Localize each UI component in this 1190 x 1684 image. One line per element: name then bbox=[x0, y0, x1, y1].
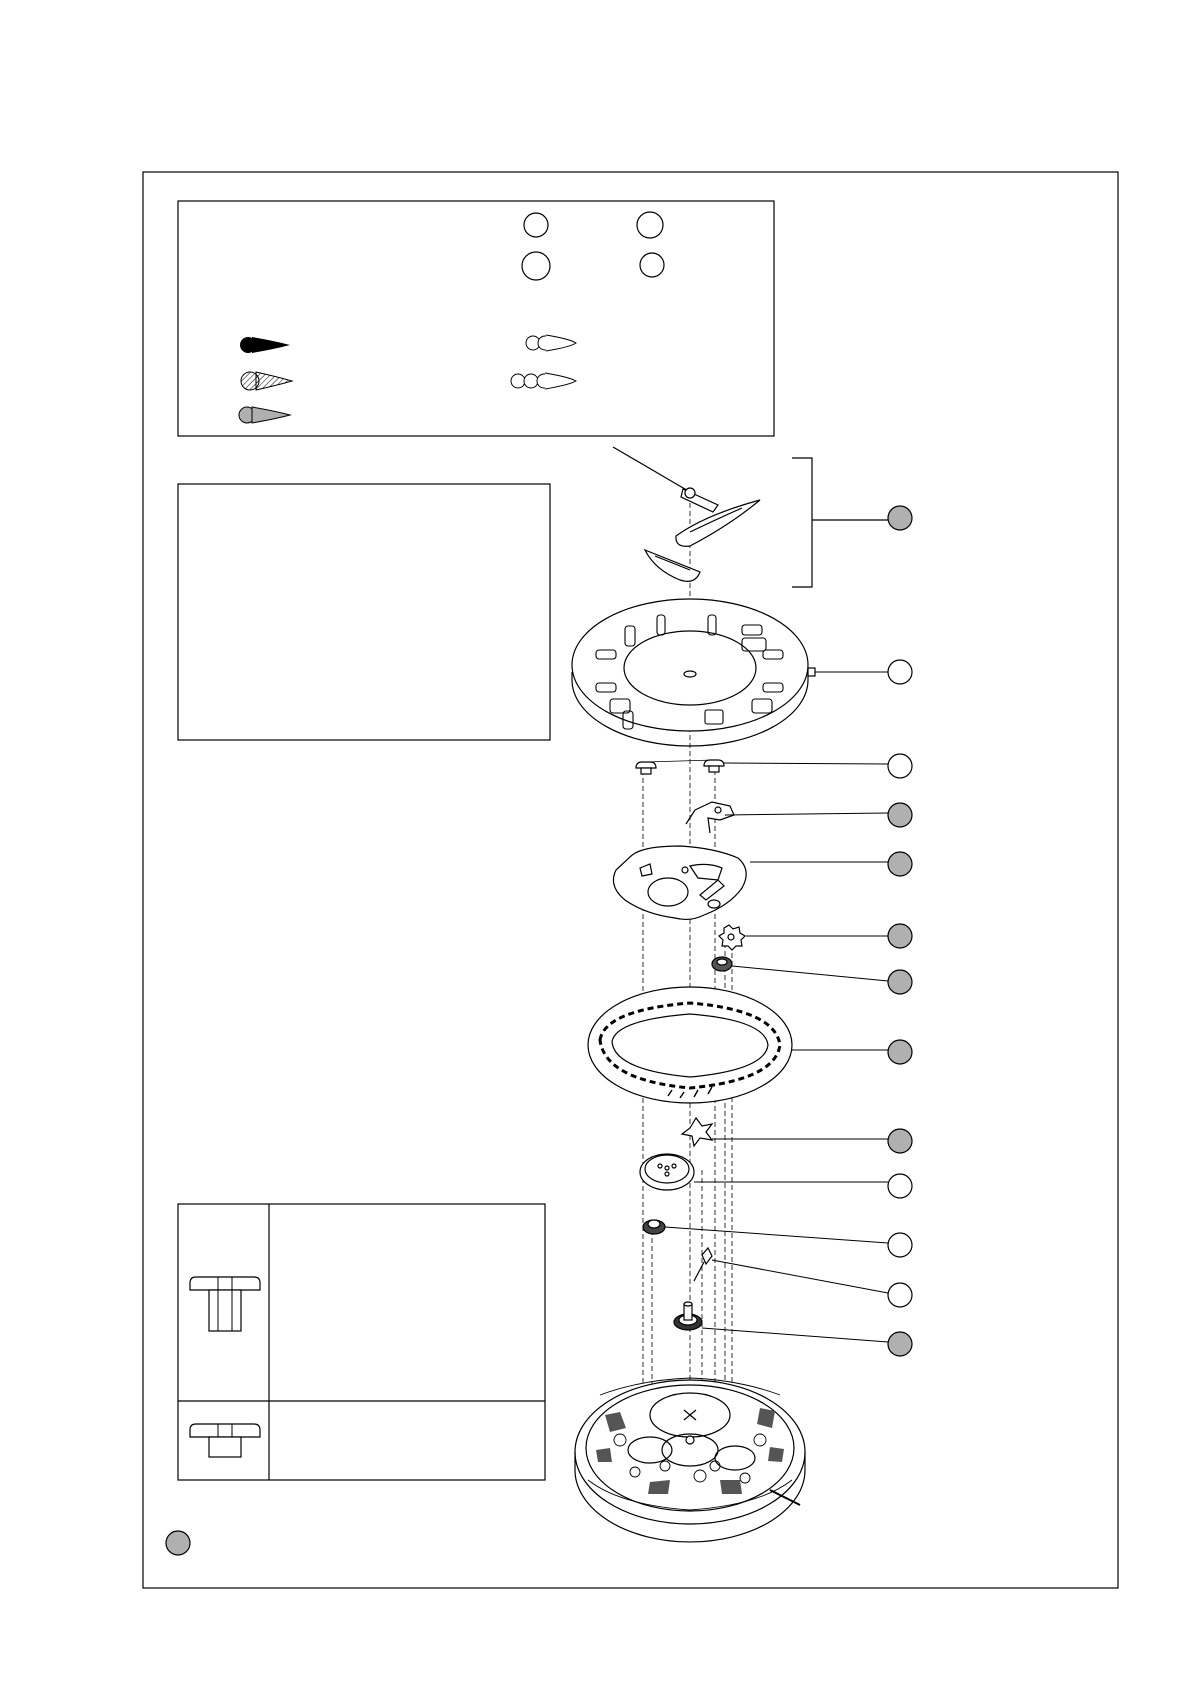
callout-date-driving-wheel bbox=[888, 924, 912, 948]
hour-wheel bbox=[640, 1154, 694, 1190]
screw-type-table bbox=[178, 1204, 545, 1480]
callout-calendar-spring bbox=[888, 803, 912, 827]
callout-setting-lever-spring bbox=[888, 1283, 912, 1307]
callout-dial-feet-screws bbox=[888, 754, 912, 778]
callout-hour-wheel-washer bbox=[888, 970, 912, 994]
setting-lever-spring bbox=[694, 1248, 712, 1281]
legend-circle-3 bbox=[522, 252, 550, 280]
callout-dial-holder-plate bbox=[888, 852, 912, 876]
dial-foot-screw-short-icon bbox=[190, 1424, 260, 1457]
black-hand-icon bbox=[240, 337, 290, 353]
dial-holder-plate bbox=[613, 846, 746, 919]
legend-circle-4 bbox=[640, 253, 664, 277]
hands-bracket bbox=[792, 458, 888, 587]
legend-box bbox=[178, 201, 774, 436]
callout-cannon-pinion bbox=[888, 1332, 912, 1356]
callout-markers bbox=[888, 506, 912, 1356]
note-box bbox=[178, 484, 550, 740]
callout-minute-wheel bbox=[888, 1233, 912, 1257]
callout-date-jumper bbox=[888, 1129, 912, 1153]
hour-wheel-washer bbox=[712, 957, 732, 971]
cannon-pinion bbox=[674, 1302, 702, 1330]
date-driving-wheel bbox=[719, 925, 745, 950]
movement-base bbox=[575, 1378, 805, 1542]
callout-hands bbox=[888, 506, 912, 530]
callout-date-disc bbox=[888, 1040, 912, 1064]
callout-dial bbox=[888, 660, 912, 684]
calendar-spring bbox=[686, 802, 734, 833]
dial-disc bbox=[572, 599, 815, 746]
double-ring-hand-icon bbox=[511, 373, 576, 389]
dial-feet-screws bbox=[636, 760, 724, 774]
hatched-hand-icon bbox=[241, 372, 292, 390]
date-jumper bbox=[682, 1118, 712, 1146]
hands-group bbox=[613, 447, 760, 581]
date-disc bbox=[588, 987, 792, 1103]
legend-circle-1 bbox=[524, 213, 548, 237]
footnote-gray-marker bbox=[166, 1531, 190, 1555]
gray-hand-icon bbox=[239, 407, 290, 423]
single-ring-hand-icon bbox=[526, 335, 576, 351]
dial-foot-screw-tall-icon bbox=[190, 1277, 260, 1331]
callout-hour-wheel bbox=[888, 1174, 912, 1198]
legend-circle-2 bbox=[637, 212, 663, 238]
minute-wheel bbox=[643, 1220, 665, 1234]
